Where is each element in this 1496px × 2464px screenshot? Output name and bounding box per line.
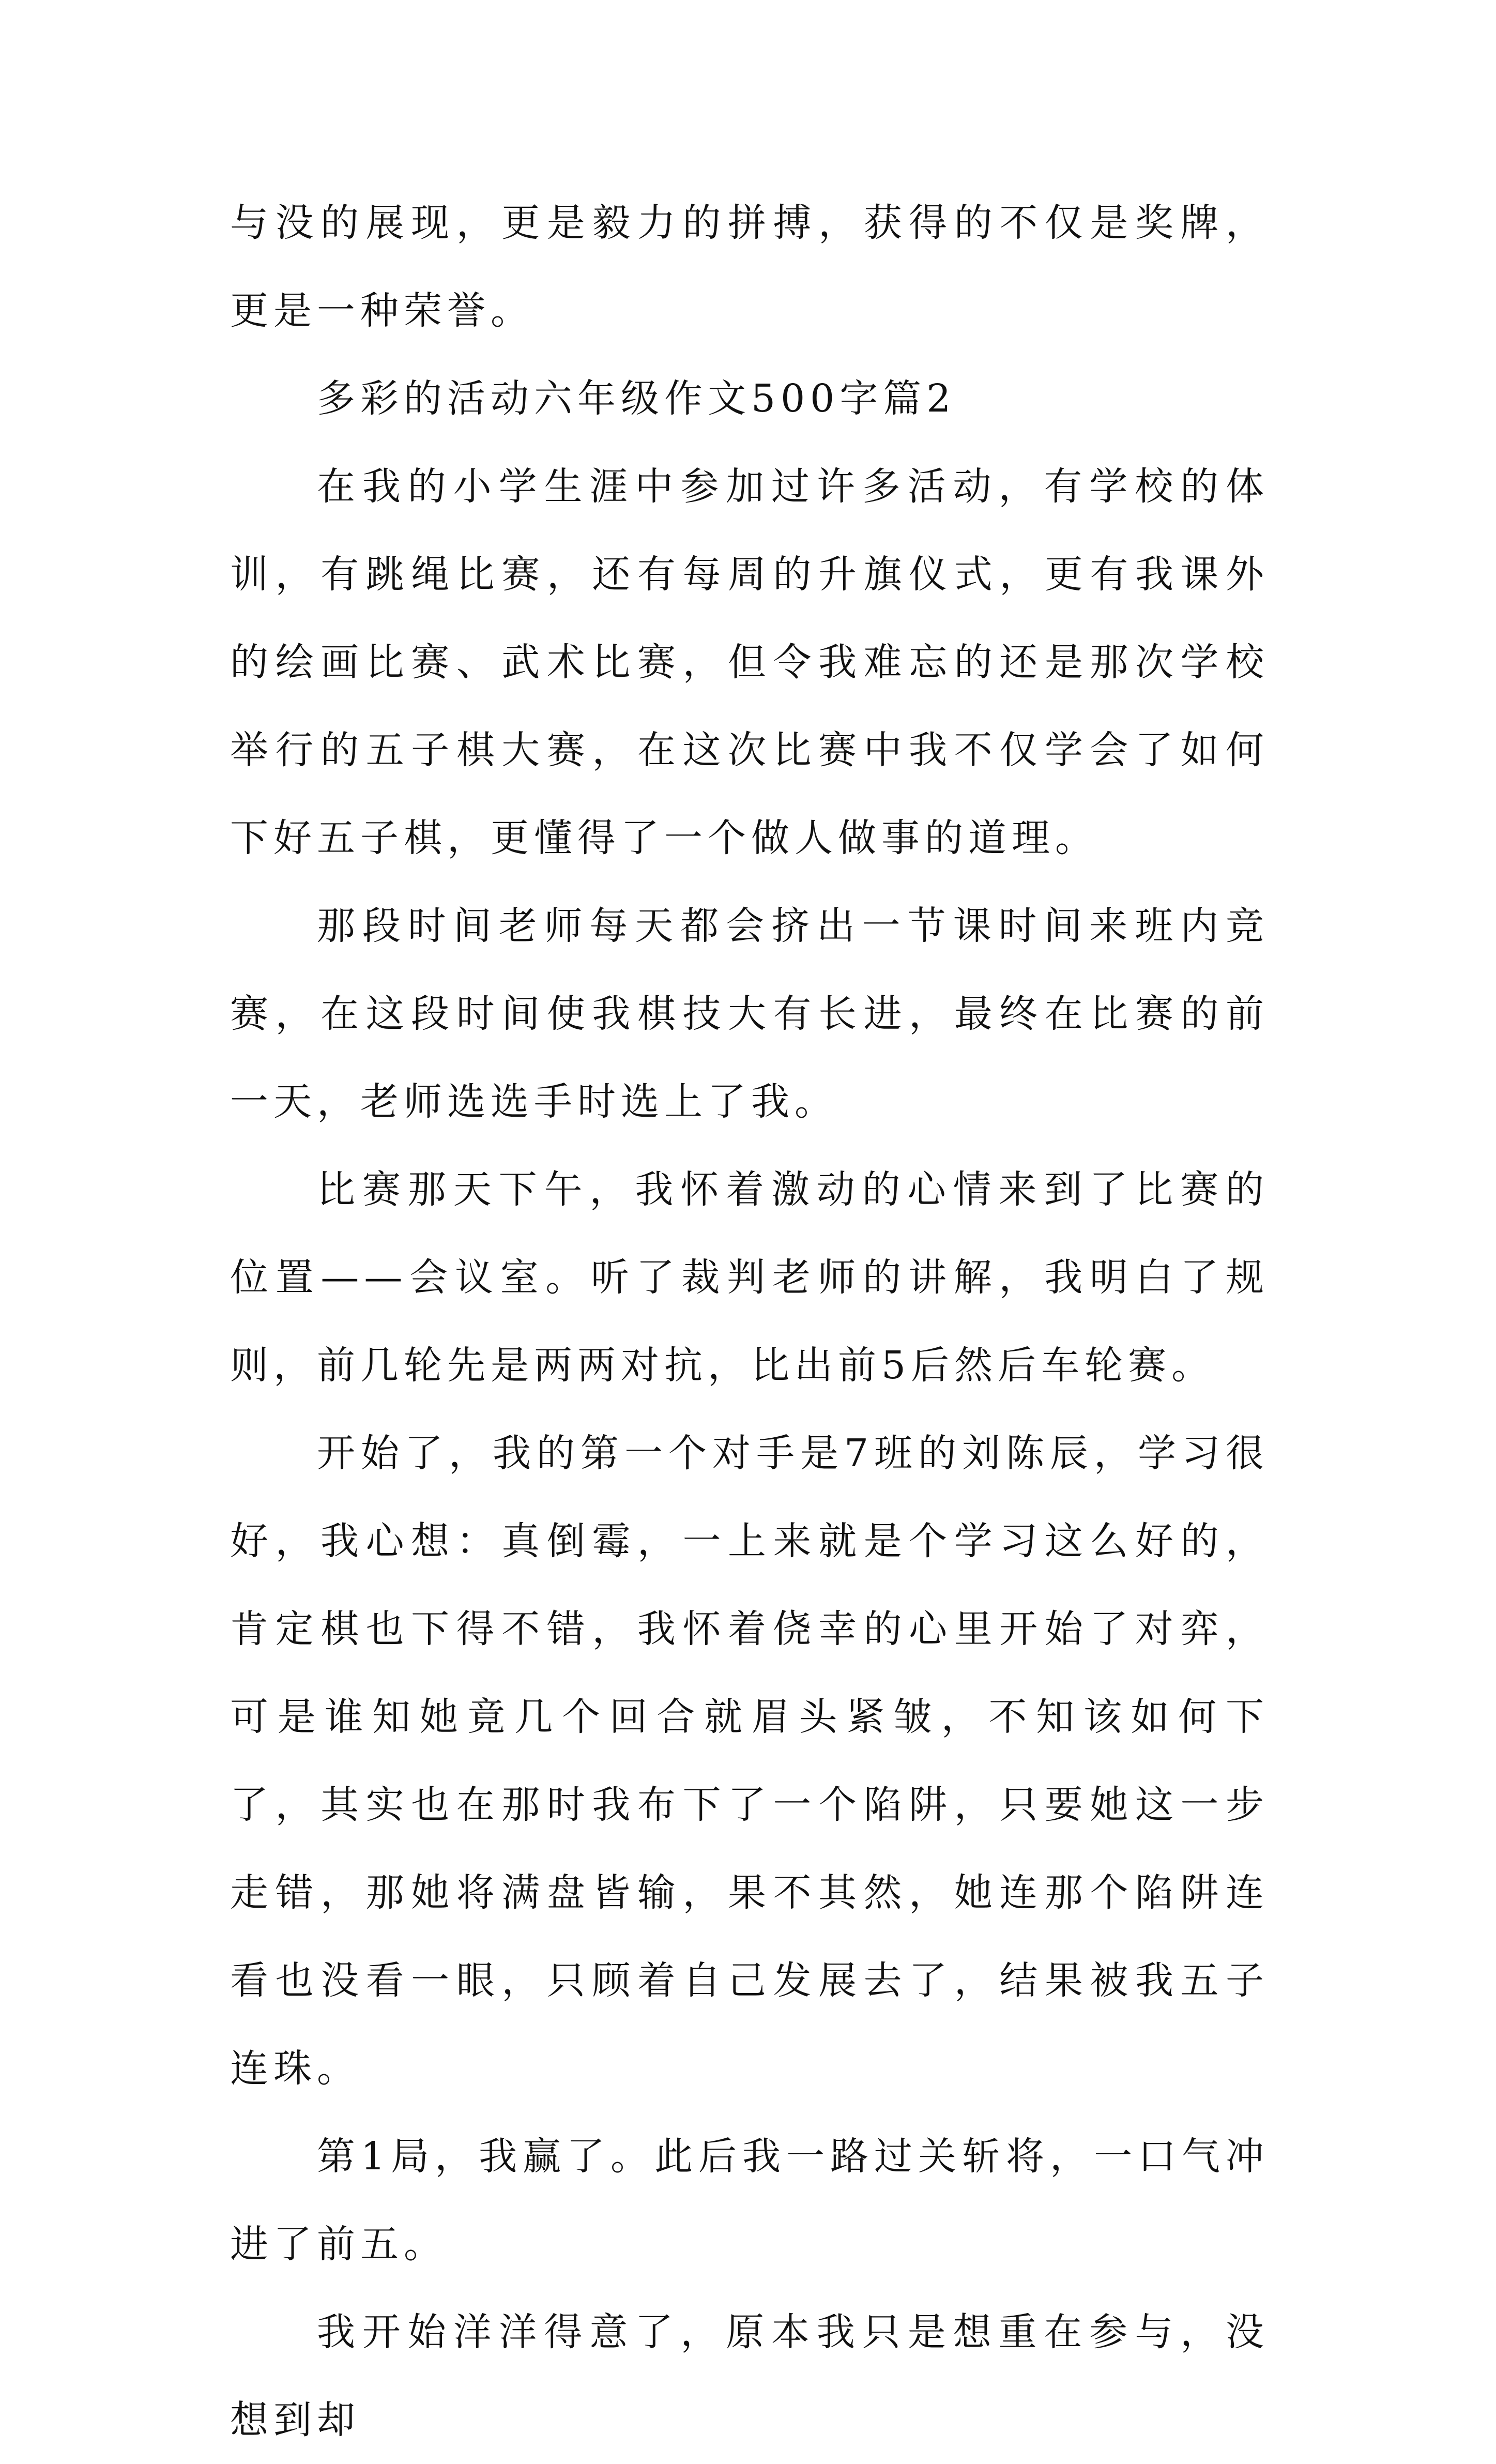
paragraph: 开始了，我的第一个对手是7班的刘陈辰，学习很好，我心想：真倒霉，一上来就是个学习这么好的，肯定棋也下得不错，我怀着侥幸的心里开始了对弈，可是谁知她竟几个回合就眉头紧皱，不知该如何下了，其实也在那时我布下了一个陷阱，只要她这一步走错，那她将满盘皆输，果不其然，她连那个陷阱连看也没看一眼，只顾着自己发展去了，结果被我五子连珠。: [230, 1431, 1269, 2091]
paragraph: 第1局，我赢了。此后我一路过关斩将，一口气冲进了前五。: [230, 2134, 1269, 2267]
paragraph: 在我的小学生涯中参加过许多活动，有学校的体训，有跳绳比赛，还有每周的升旗仪式，更有我课外的绘画比赛、武术比赛，但令我难忘的还是那次学校举行的五子棋大赛，在这次比赛中我不仅学会了如何下好五子棋，更懂得了一个做人做事的道理。: [230, 464, 1269, 860]
paragraph: 那段时间老师每天都会挤出一节课时间来班内竞赛，在这段时间使我棋技大有长进，最终在比赛的前一天，老师选选手时选上了我。: [230, 904, 1269, 1124]
paragraph: 我开始洋洋得意了，原本我只是想重在参与，没想到却: [230, 2310, 1269, 2442]
paragraph-continuation: 与没的展现，更是毅力的拼搏，获得的不仅是奖牌，更是一种荣誉。: [230, 201, 1269, 333]
document-body: [230, 179, 1269, 2464]
paragraph: 比赛那天下午，我怀着激动的心情来到了比赛的位置——会议室。听了裁判老师的讲解，我明白了规则，前几轮先是两两对抗，比出前5后然后车轮赛。: [230, 1167, 1269, 1388]
section-heading: 多彩的活动六年级作文500字篇2: [317, 376, 956, 421]
